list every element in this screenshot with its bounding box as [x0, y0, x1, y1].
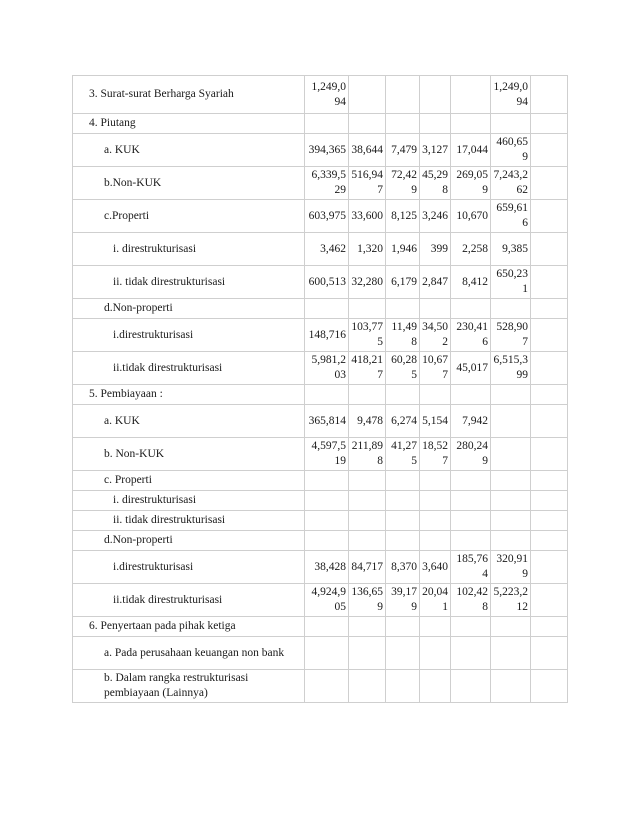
value-cell: 5,981,203 — [305, 352, 349, 385]
table-row — [73, 511, 568, 531]
value-cell — [451, 491, 491, 511]
row-label: 4. Piutang — [73, 114, 305, 134]
value-cell: 9,478 — [349, 405, 386, 438]
value-cell — [305, 385, 349, 405]
table-row — [73, 405, 568, 438]
value-cell — [491, 531, 531, 551]
value-cell: 18,527 — [420, 438, 451, 471]
row-label: ii. tidak direstrukturisasi — [73, 511, 305, 531]
value-cell: 33,600 — [349, 200, 386, 233]
value-cell — [420, 76, 451, 114]
value-cell: 6,339,529 — [305, 167, 349, 200]
empty-cell — [531, 233, 568, 266]
row-label: i. direstrukturisasi — [73, 233, 305, 266]
value-cell: 516,947 — [349, 167, 386, 200]
value-cell: 3,127 — [420, 134, 451, 167]
value-cell — [349, 491, 386, 511]
value-cell: 7,243,262 — [491, 167, 531, 200]
table-row — [73, 352, 568, 385]
value-cell: 7,479 — [386, 134, 420, 167]
row-label: a. KUK — [73, 405, 305, 438]
value-cell: 269,059 — [451, 167, 491, 200]
empty-cell — [531, 319, 568, 352]
table-row — [73, 670, 568, 703]
value-cell: 650,231 — [491, 266, 531, 299]
value-cell: 8,370 — [386, 551, 420, 584]
value-cell: 2,847 — [420, 266, 451, 299]
value-cell — [451, 637, 491, 670]
value-cell — [420, 385, 451, 405]
value-cell: 10,677 — [420, 352, 451, 385]
value-cell — [349, 385, 386, 405]
value-cell — [349, 637, 386, 670]
value-cell: 1,249,094 — [305, 76, 349, 114]
table-row — [73, 637, 568, 670]
row-label: i.direstrukturisasi — [73, 551, 305, 584]
value-cell — [349, 670, 386, 703]
value-cell: 32,280 — [349, 266, 386, 299]
value-cell — [386, 531, 420, 551]
value-cell: 365,814 — [305, 405, 349, 438]
value-cell: 5,154 — [420, 405, 451, 438]
empty-cell — [531, 551, 568, 584]
value-cell — [305, 471, 349, 491]
value-cell — [420, 114, 451, 134]
value-cell — [305, 531, 349, 551]
empty-cell — [531, 471, 568, 491]
value-cell — [420, 617, 451, 637]
value-cell: 460,659 — [491, 134, 531, 167]
value-cell: 148,716 — [305, 319, 349, 352]
empty-cell — [531, 385, 568, 405]
value-cell — [420, 491, 451, 511]
value-cell: 38,428 — [305, 551, 349, 584]
value-cell — [349, 471, 386, 491]
row-label: 3. Surat-surat Berharga Syariah — [73, 76, 305, 114]
row-label: d.Non-properti — [73, 531, 305, 551]
value-cell: 659,616 — [491, 200, 531, 233]
value-cell — [491, 491, 531, 511]
table-row — [73, 617, 568, 637]
value-cell — [386, 511, 420, 531]
empty-cell — [531, 491, 568, 511]
table-row — [73, 584, 568, 617]
value-cell — [386, 491, 420, 511]
empty-cell — [531, 200, 568, 233]
value-cell: 10,670 — [451, 200, 491, 233]
value-cell: 280,249 — [451, 438, 491, 471]
value-cell: 230,416 — [451, 319, 491, 352]
row-label: i. direstrukturisasi — [73, 491, 305, 511]
value-cell: 3,462 — [305, 233, 349, 266]
value-cell: 72,429 — [386, 167, 420, 200]
value-cell — [386, 114, 420, 134]
value-cell: 6,515,399 — [491, 352, 531, 385]
empty-cell — [531, 266, 568, 299]
value-cell — [451, 471, 491, 491]
value-cell — [491, 617, 531, 637]
row-label: ii. tidak direstrukturisasi — [73, 266, 305, 299]
value-cell: 1,946 — [386, 233, 420, 266]
value-cell — [420, 670, 451, 703]
value-cell: 2,258 — [451, 233, 491, 266]
value-cell — [386, 617, 420, 637]
row-label: c. Properti — [73, 471, 305, 491]
value-cell — [491, 438, 531, 471]
value-cell — [491, 511, 531, 531]
value-cell — [349, 299, 386, 319]
value-cell — [491, 405, 531, 438]
value-cell — [451, 299, 491, 319]
value-cell: 39,179 — [386, 584, 420, 617]
value-cell — [491, 670, 531, 703]
value-cell: 20,041 — [420, 584, 451, 617]
value-cell: 136,659 — [349, 584, 386, 617]
empty-cell — [531, 584, 568, 617]
value-cell: 6,179 — [386, 266, 420, 299]
value-cell — [451, 114, 491, 134]
table-row — [73, 200, 568, 233]
table-row — [73, 114, 568, 134]
value-cell — [305, 617, 349, 637]
value-cell — [305, 114, 349, 134]
value-cell — [386, 637, 420, 670]
empty-cell — [531, 637, 568, 670]
empty-cell — [531, 352, 568, 385]
value-cell — [451, 76, 491, 114]
value-cell: 3,640 — [420, 551, 451, 584]
value-cell: 41,275 — [386, 438, 420, 471]
value-cell — [420, 637, 451, 670]
row-label: d.Non-properti — [73, 299, 305, 319]
value-cell: 3,246 — [420, 200, 451, 233]
value-cell — [349, 114, 386, 134]
table-row — [73, 551, 568, 584]
value-cell — [305, 670, 349, 703]
value-cell — [305, 491, 349, 511]
value-cell: 1,320 — [349, 233, 386, 266]
value-cell: 7,942 — [451, 405, 491, 438]
value-cell: 211,898 — [349, 438, 386, 471]
value-cell: 38,644 — [349, 134, 386, 167]
value-cell — [386, 299, 420, 319]
empty-cell — [531, 405, 568, 438]
value-cell: 5,223,212 — [491, 584, 531, 617]
value-cell: 17,044 — [451, 134, 491, 167]
row-label: c.Properti — [73, 200, 305, 233]
value-cell — [386, 471, 420, 491]
value-cell — [491, 385, 531, 405]
value-cell: 8,412 — [451, 266, 491, 299]
table-row — [73, 491, 568, 511]
value-cell: 102,428 — [451, 584, 491, 617]
value-cell: 84,717 — [349, 551, 386, 584]
value-cell: 34,502 — [420, 319, 451, 352]
row-label: 6. Penyertaan pada pihak ketiga — [73, 617, 305, 637]
value-cell — [420, 471, 451, 491]
financial-table — [72, 75, 568, 703]
table-row — [73, 319, 568, 352]
value-cell — [386, 385, 420, 405]
value-cell — [305, 299, 349, 319]
table-body — [73, 76, 568, 703]
empty-cell — [531, 167, 568, 200]
value-cell — [420, 531, 451, 551]
table-row — [73, 76, 568, 114]
value-cell — [491, 471, 531, 491]
row-label: ii.tidak direstrukturisasi — [73, 584, 305, 617]
value-cell — [349, 76, 386, 114]
row-label: i.direstrukturisasi — [73, 319, 305, 352]
empty-cell — [531, 76, 568, 114]
value-cell: 418,217 — [349, 352, 386, 385]
value-cell — [420, 511, 451, 531]
value-cell: 8,125 — [386, 200, 420, 233]
row-label: b. Dalam rangka restrukturisasi pembiayaan (Lainnya) — [73, 670, 305, 703]
empty-cell — [531, 670, 568, 703]
value-cell: 4,924,905 — [305, 584, 349, 617]
value-cell — [420, 299, 451, 319]
value-cell — [349, 617, 386, 637]
value-cell — [451, 385, 491, 405]
value-cell: 603,975 — [305, 200, 349, 233]
value-cell — [451, 617, 491, 637]
value-cell: 103,775 — [349, 319, 386, 352]
value-cell — [349, 531, 386, 551]
value-cell — [305, 511, 349, 531]
value-cell: 45,017 — [451, 352, 491, 385]
table-row — [73, 471, 568, 491]
value-cell: 600,513 — [305, 266, 349, 299]
value-cell: 1,249,094 — [491, 76, 531, 114]
value-cell: 4,597,519 — [305, 438, 349, 471]
value-cell: 11,498 — [386, 319, 420, 352]
row-label: a. Pada perusahaan keuangan non bank — [73, 637, 305, 670]
value-cell: 6,274 — [386, 405, 420, 438]
value-cell — [451, 511, 491, 531]
empty-cell — [531, 114, 568, 134]
value-cell: 60,285 — [386, 352, 420, 385]
row-label: b.Non-KUK — [73, 167, 305, 200]
empty-cell — [531, 511, 568, 531]
table-row — [73, 531, 568, 551]
value-cell — [491, 637, 531, 670]
value-cell: 320,919 — [491, 551, 531, 584]
value-cell: 399 — [420, 233, 451, 266]
value-cell: 9,385 — [491, 233, 531, 266]
row-label: a. KUK — [73, 134, 305, 167]
empty-cell — [531, 617, 568, 637]
table-row — [73, 134, 568, 167]
row-label: ii.tidak direstrukturisasi — [73, 352, 305, 385]
value-cell — [491, 299, 531, 319]
value-cell — [386, 76, 420, 114]
empty-cell — [531, 531, 568, 551]
table-row — [73, 385, 568, 405]
value-cell — [386, 670, 420, 703]
row-label: 5. Pembiayaan : — [73, 385, 305, 405]
value-cell: 528,907 — [491, 319, 531, 352]
table-row — [73, 299, 568, 319]
table-row — [73, 266, 568, 299]
value-cell — [451, 670, 491, 703]
value-cell — [305, 637, 349, 670]
value-cell — [491, 114, 531, 134]
empty-cell — [531, 299, 568, 319]
empty-cell — [531, 134, 568, 167]
value-cell: 185,764 — [451, 551, 491, 584]
row-label: b. Non-KUK — [73, 438, 305, 471]
empty-cell — [531, 438, 568, 471]
value-cell: 45,298 — [420, 167, 451, 200]
value-cell — [451, 531, 491, 551]
value-cell — [349, 511, 386, 531]
table-row — [73, 438, 568, 471]
table-row — [73, 167, 568, 200]
value-cell: 394,365 — [305, 134, 349, 167]
table-row — [73, 233, 568, 266]
